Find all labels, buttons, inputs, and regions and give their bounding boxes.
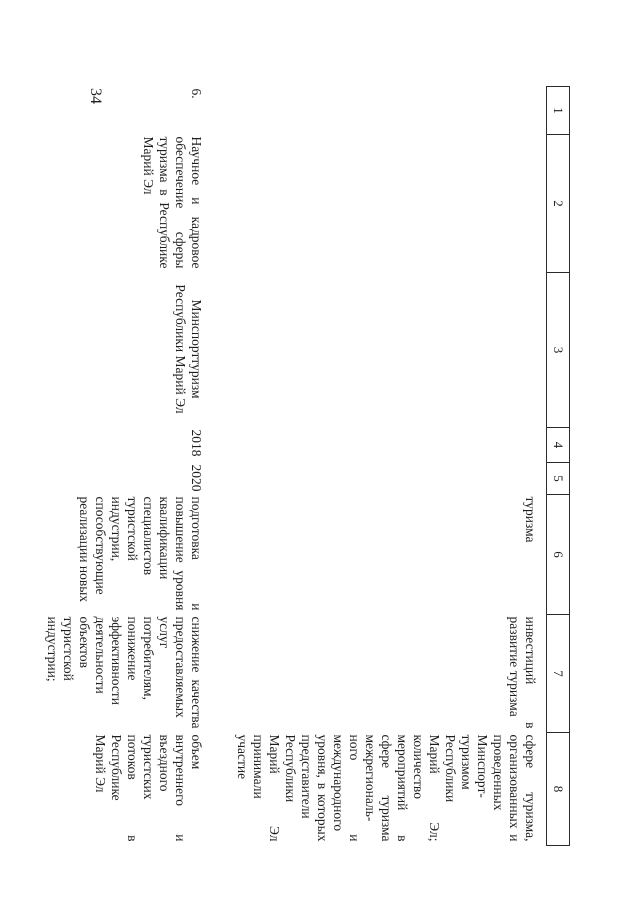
- cell-continued-c6: туризма: [523, 496, 538, 543]
- col-header-8: 8: [547, 733, 570, 846]
- cell-row6-number: 6.: [189, 88, 204, 99]
- col-header-6: 6: [547, 495, 570, 615]
- cell-row6-end-year: 2020: [189, 464, 204, 492]
- cell-row6-consequences: снижение качества предоставляемых услуг потребителям, понижение эффективности деятельности объектов туристской индустрии;: [45, 616, 204, 729]
- cell-row6-start-year: 2018: [189, 429, 204, 457]
- cell-row6-result: подготовка и повышение уровня квалификации специалистов туристской индустрии, способствующие реализации новых: [77, 496, 204, 611]
- col-header-5: 5: [547, 463, 570, 495]
- cell-row6-indicators: объем внутреннего и въездного туристских потоков в Республике Марий Эл: [93, 734, 204, 842]
- cell-row6-executor: Минспорттуризм Республики Марий Эл: [173, 284, 204, 414]
- cell-continued-c8: сфере туризма, организованных и проведенных Минспорт-туризмом Республики Марий Эл; количество мероприятий в сфере туризма межрегиональ-ного и международного уровня, в которых представители Республики Марий Эл принимали участие: [235, 734, 538, 842]
- continued-row: [234, 87, 538, 846]
- cell-row6-title: Научное и кадровое обеспечение сферы туризма в Республике Марий Эл: [141, 136, 204, 269]
- cell-continued-c7: инвестиций в развитие туризма: [507, 616, 538, 729]
- col-header-4: 4: [547, 428, 570, 463]
- col-header-1: 1: [547, 87, 570, 135]
- col-header-7: 7: [547, 615, 570, 733]
- page-number: 34: [87, 88, 104, 104]
- measures-table: [44, 86, 570, 846]
- col-header-2: 2: [547, 135, 570, 273]
- table-row-6: [44, 87, 204, 846]
- header-row: [547, 87, 570, 846]
- col-header-3: 3: [547, 273, 570, 428]
- rotated-table-page: [45, 86, 570, 845]
